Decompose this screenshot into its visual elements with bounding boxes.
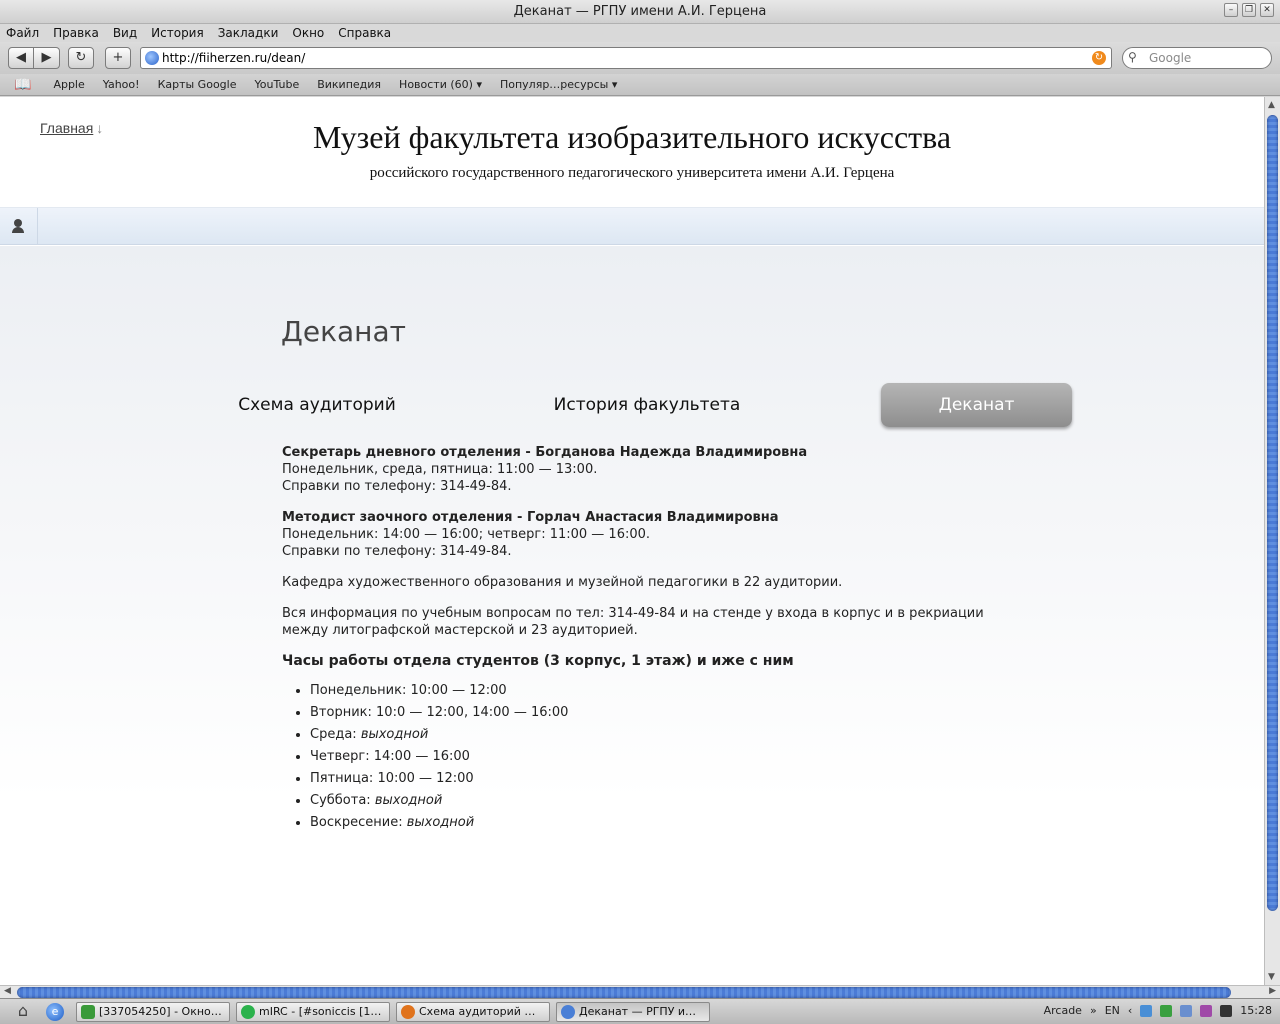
browser-toolbar (0, 42, 1280, 74)
scroll-left-icon[interactable]: ◀ (4, 986, 11, 996)
page-content (0, 97, 1264, 985)
bookmark-google-maps[interactable]: Карты Google (157, 78, 237, 91)
bookmark-wikipedia[interactable]: Википедия (317, 78, 382, 91)
restore-icon[interactable]: ❐ (1242, 3, 1256, 17)
block-title: Секретарь дневного отделения - Богданова Надежда Владимировна (282, 445, 808, 460)
menu-view[interactable]: Вид (112, 26, 138, 40)
url-text[interactable]: http://fiiherzen.ru/dean/ (162, 51, 306, 65)
list-item: • Понедельник: 10:00 — 12:00 (310, 682, 1022, 699)
horizontal-scroll-thumb[interactable] (17, 987, 1231, 998)
chevron-right-icon[interactable]: » (1089, 1004, 1097, 1017)
app-tray-icon[interactable] (1200, 1005, 1212, 1017)
user-icon[interactable] (0, 208, 38, 245)
open-book-icon[interactable]: 📖 (14, 76, 32, 93)
menu-bar (0, 24, 1280, 42)
window-titlebar (0, 0, 1280, 24)
ie-icon[interactable]: e (46, 1003, 64, 1021)
search-field[interactable] (1122, 47, 1272, 69)
menu-window[interactable]: Окно (292, 26, 325, 40)
bookmark-youtube[interactable]: YouTube (254, 78, 300, 91)
info-note: Вся информация по учебным вопросам по тел: 314-49-84 и на стенде у входа в корпус и в рекриации между литографской мастерской и 23 аудиторией. (282, 606, 984, 638)
hours-list (282, 682, 1022, 831)
tray-label: Arcade (1043, 1004, 1082, 1017)
block-title: Методист заочного отделения - Горлач Анастасия Владимировна (282, 510, 779, 525)
globe-icon (145, 51, 159, 65)
add-bookmark-button[interactable]: + (105, 47, 131, 69)
hours-title: Часы работы отдела студентов (3 корпус, 1 этаж) и иже с ним (282, 653, 794, 669)
list-item: • Четверг: 14:00 — 16:00 (310, 748, 1022, 765)
scroll-right-icon[interactable]: ▶ (1269, 986, 1276, 996)
vertical-scroll-thumb[interactable] (1267, 115, 1278, 911)
task-button-window[interactable]: [337054250] - Окно… (76, 1002, 230, 1022)
mirc-icon (241, 1005, 255, 1019)
menu-edit[interactable]: Правка (53, 26, 99, 40)
info-block (282, 509, 1022, 560)
scroll-down-icon[interactable]: ▼ (1268, 972, 1275, 982)
info-block (282, 444, 1022, 495)
block-line: Понедельник: 14:00 — 16:00; четверг: 11:00 — 16:00. (282, 527, 651, 542)
block-line: Понедельник, среда, пятница: 11:00 — 13:00. (282, 462, 598, 477)
browser-icon (561, 1005, 575, 1019)
language-indicator[interactable]: EN (1104, 1004, 1120, 1017)
search-icon: ⚲ (1128, 50, 1137, 64)
block-line: Справки по телефону: 314-49-84. (282, 479, 512, 494)
vertical-scrollbar[interactable] (1264, 97, 1280, 985)
tab-auditorium-map[interactable]: Схема аудиторий (238, 395, 396, 415)
list-item: • Среда: выходной (310, 726, 1022, 743)
window-title: Деканат — РГПУ имени А.И. Герцена (513, 4, 767, 19)
display-icon[interactable] (1180, 1005, 1192, 1017)
bookmark-apple[interactable]: Apple (53, 78, 85, 91)
down-arrow-icon: ↓ (96, 120, 104, 136)
list-item: • Пятница: 10:00 — 12:00 (310, 770, 1022, 787)
taskbar (0, 998, 1280, 1024)
menu-bookmarks[interactable]: Закладки (217, 26, 279, 40)
page-title: Деканат (281, 315, 406, 348)
back-button[interactable]: ◀ (8, 47, 34, 69)
task-button-firefox[interactable]: Схема аудиторий … (396, 1002, 550, 1022)
horizontal-scrollbar[interactable] (0, 985, 1280, 998)
system-tray (1044, 1004, 1272, 1017)
window-app-icon (81, 1005, 95, 1019)
menu-history[interactable]: История (151, 26, 204, 40)
list-item: • Суббота: выходной (310, 792, 1022, 809)
task-button-browser[interactable]: Деканат — РГПУ и… (556, 1002, 710, 1022)
menu-file[interactable]: Файл (6, 26, 40, 40)
home-link-label: Главная (40, 120, 94, 136)
tab-faculty-history[interactable]: История факультета (553, 395, 741, 415)
user-bar (0, 207, 1264, 245)
bookmark-popular[interactable]: Популяр…ресурсы ▾ (499, 78, 618, 91)
rss-icon[interactable]: ↻ (1092, 51, 1106, 65)
site-subtitle: российского государственного педагогического университета имени А.И. Герцена (369, 165, 895, 181)
block-line: Справки по телефону: 314-49-84. (282, 544, 512, 559)
bookmark-yahoo[interactable]: Yahoo! (102, 78, 140, 91)
clock: 15:28 (1240, 1004, 1272, 1017)
department-note: Кафедра художественного образования и музейной педагогики в 22 аудитории. (282, 575, 843, 590)
bookmark-news[interactable]: Новости (60) ▾ (399, 78, 482, 91)
address-bar[interactable] (140, 47, 1112, 69)
network-icon[interactable] (1140, 1005, 1152, 1017)
close-icon[interactable]: ✕ (1260, 3, 1274, 17)
minimize-icon[interactable]: – (1224, 3, 1238, 17)
tab-dean-office[interactable]: Деканат (881, 383, 1072, 427)
speaker-icon[interactable] (1220, 1005, 1232, 1017)
site-title: Музей факультета изобразительного искусства (312, 119, 952, 155)
section-tabs (0, 383, 1264, 429)
scroll-up-icon[interactable]: ▲ (1268, 100, 1275, 110)
chevron-left-icon[interactable]: ‹ (1127, 1004, 1133, 1017)
dean-info (282, 444, 1022, 836)
search-placeholder: Google (1149, 51, 1192, 65)
list-item: • Вторник: 10:0 — 12:00, 14:00 — 16:00 (310, 704, 1022, 721)
task-button-mirc[interactable]: mIRC - [#soniccis [1… (236, 1002, 390, 1022)
menu-help[interactable]: Справка (338, 26, 392, 40)
status-icon[interactable] (1160, 1005, 1172, 1017)
home-icon[interactable]: ⌂ (17, 1001, 29, 1020)
list-item: • Воскресение: выходной (310, 814, 1022, 831)
bookmarks-bar (0, 74, 1280, 96)
firefox-icon (401, 1005, 415, 1019)
forward-button[interactable]: ▶ (34, 47, 60, 69)
reload-button[interactable]: ↻ (68, 47, 94, 69)
